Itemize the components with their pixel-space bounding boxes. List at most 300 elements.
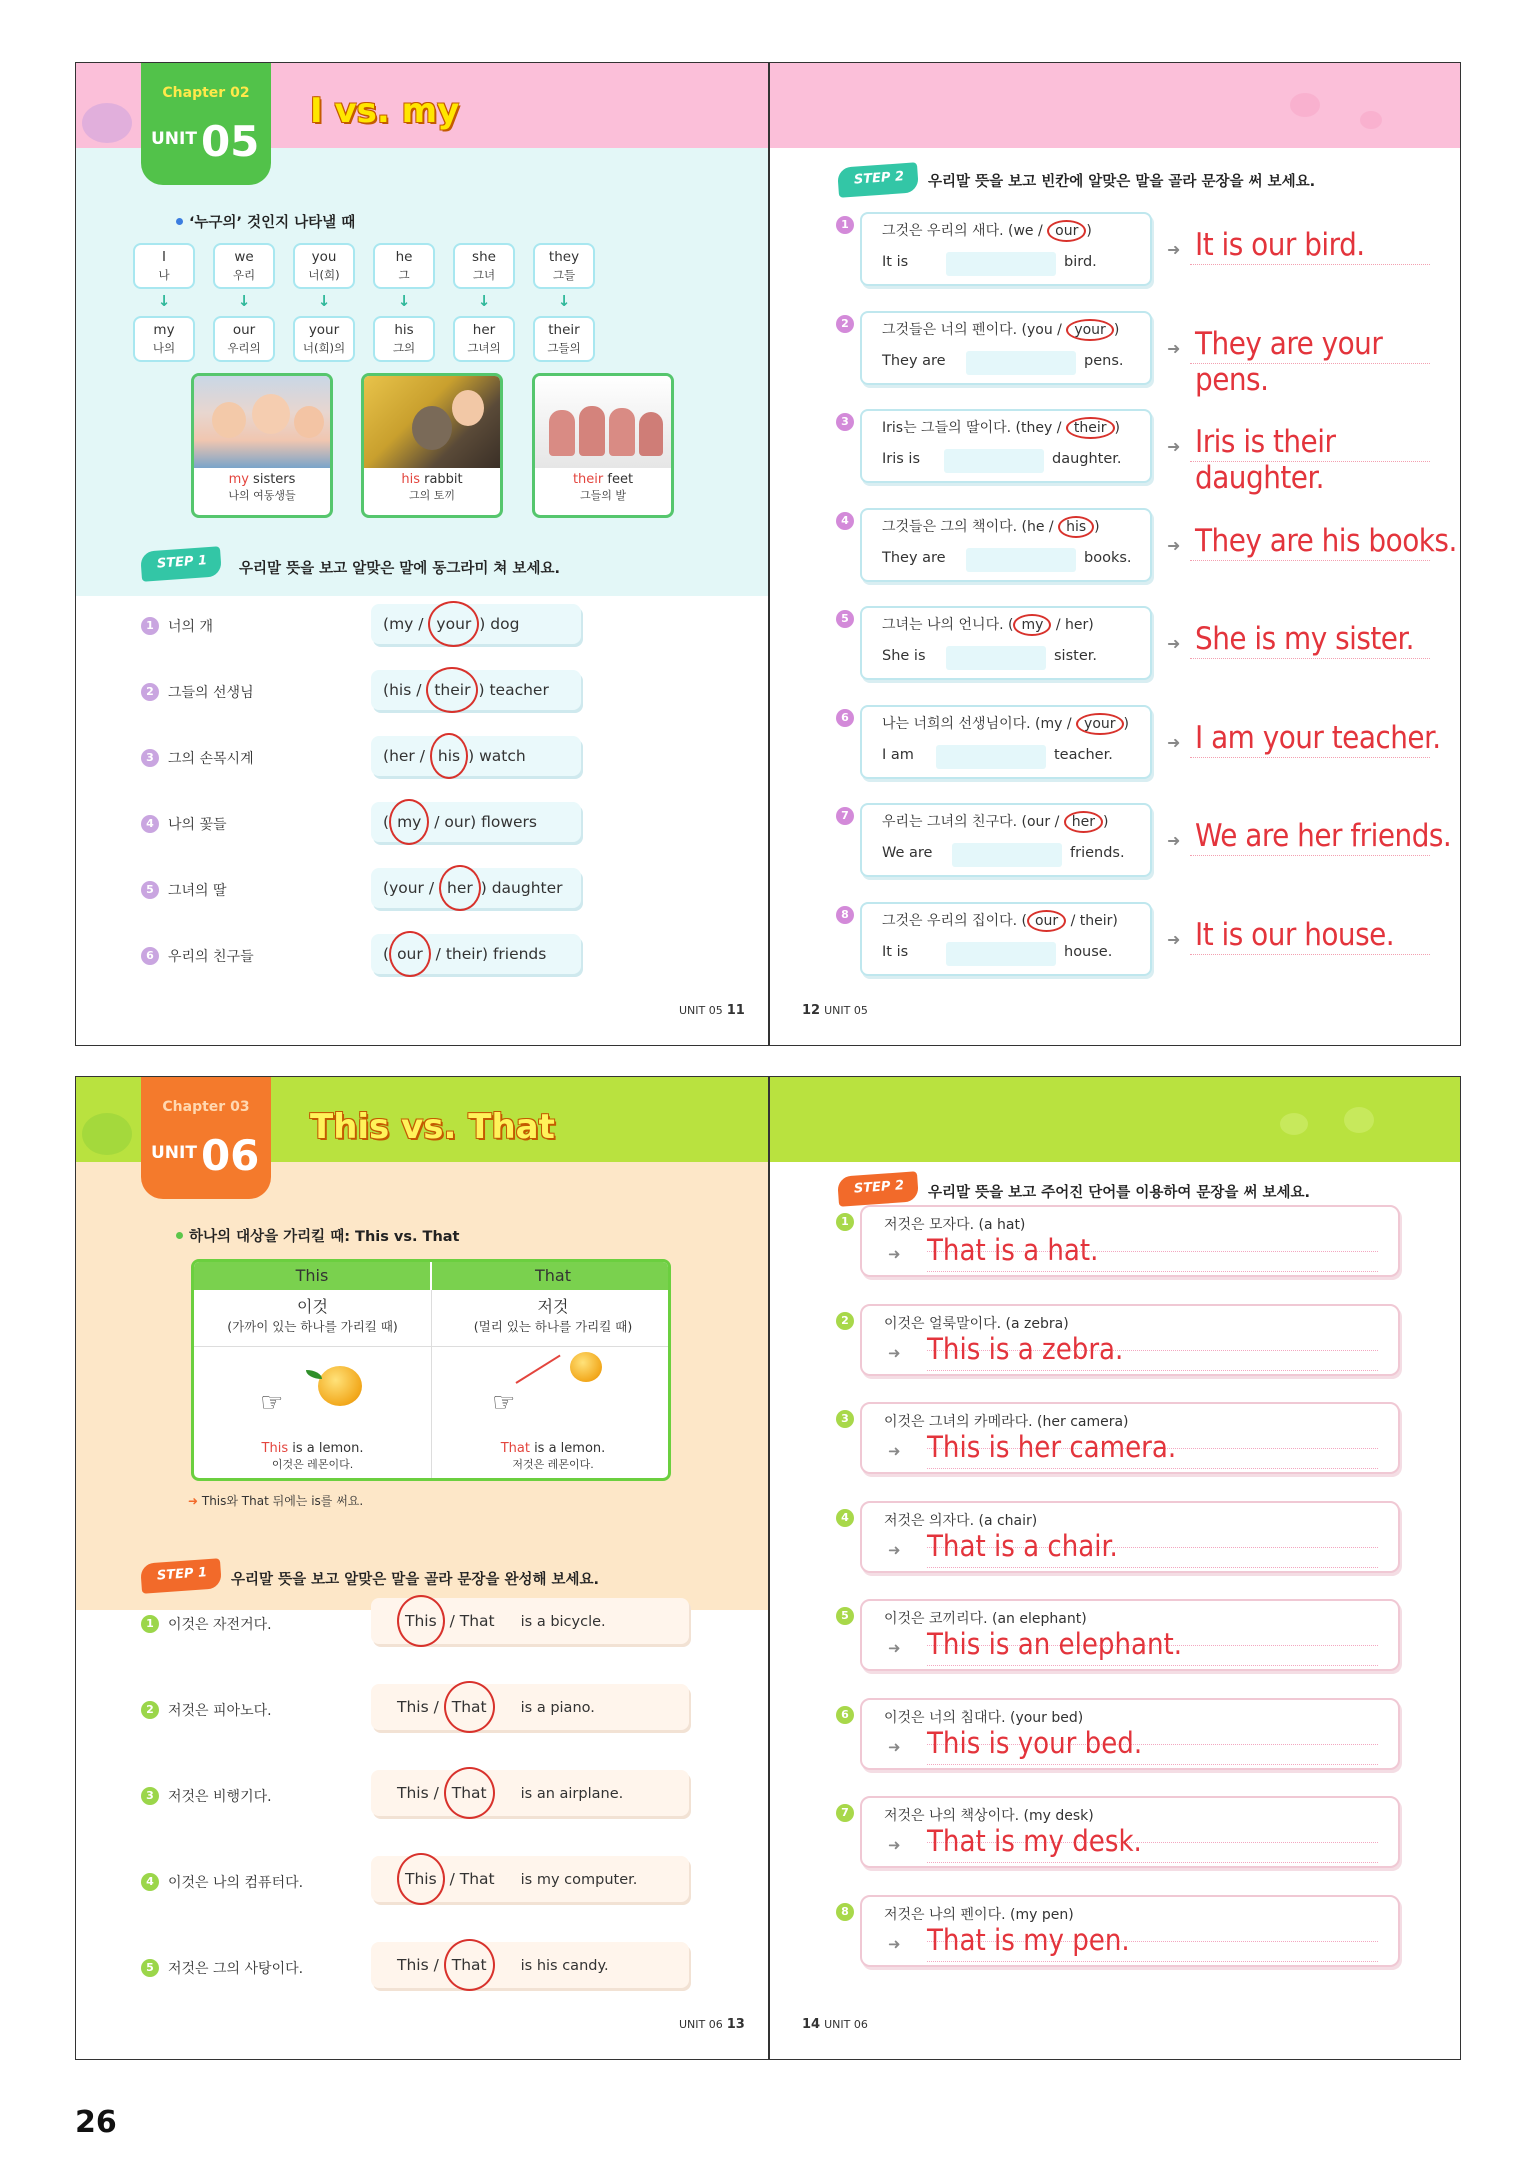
item-korean: 나의 꽃들	[168, 817, 227, 833]
writing-line	[1190, 757, 1430, 758]
unit-title: This vs. That	[310, 1107, 555, 1147]
rabbit-photo	[364, 376, 500, 468]
option-a[interactable]: your	[389, 879, 424, 897]
book-page-number: 26	[75, 2105, 117, 2140]
item-number: 4	[836, 1509, 854, 1527]
sentence-end: books.	[1084, 549, 1132, 566]
item-number: 5	[141, 881, 159, 899]
prompt-text: / their)	[1066, 912, 1118, 929]
photo-card-feet	[532, 373, 674, 518]
down-arrow-icon: ↓	[397, 292, 411, 310]
sentence-card	[860, 902, 1152, 976]
grammar-subhead: ‘누구의’ 것인지 나타낼 때	[176, 211, 355, 232]
writing-line	[927, 1961, 1378, 1962]
writing-line	[927, 1862, 1378, 1863]
option-this[interactable]: This	[397, 1956, 429, 1974]
note-arrow-icon: ➜	[188, 1494, 202, 1508]
option-a[interactable]: her	[389, 747, 415, 765]
prompt-text: )	[1103, 814, 1109, 830]
item-number: 3	[141, 749, 159, 767]
circled-answer: their	[1066, 417, 1115, 439]
item-number: 5	[836, 1607, 854, 1625]
pointer-line	[515, 1355, 560, 1384]
choice-box[interactable]: (her / his ) watch	[371, 736, 581, 776]
korean-prompt	[882, 614, 1094, 634]
answer-blank[interactable]	[966, 548, 1076, 572]
possessive-pronoun-box	[293, 316, 355, 362]
item-number: 1	[141, 617, 159, 635]
subject-pronoun-box	[293, 243, 355, 289]
handwritten-answer: I am your teacher.	[1195, 719, 1441, 756]
possessive-pronoun-box	[533, 316, 595, 362]
choice-box[interactable]: ( my / our) flowers	[371, 802, 581, 842]
prompt-text: )	[1086, 223, 1092, 239]
sentence-end: daughter.	[1052, 451, 1122, 467]
photo-card-sisters	[191, 373, 333, 518]
korean-prompt: 이것은 너의 침대다. (your bed)	[884, 1709, 1084, 1726]
item-number: 4	[141, 1873, 159, 1891]
option-b[interactable]: her	[439, 865, 481, 911]
grammar-subhead: 하나의 대상을 가리킬 때: This vs. That	[176, 1225, 460, 1246]
pronoun-kr: 그녀의	[467, 341, 501, 355]
pronoun-en: they	[548, 249, 580, 265]
pronoun-en: our	[232, 322, 256, 338]
pronoun-en: you	[311, 249, 337, 265]
writing-card	[860, 1895, 1400, 1967]
korean-prompt: 이것은 그녀의 카메라다. (her camera)	[884, 1414, 1129, 1430]
unit-title: I vs. my	[310, 91, 460, 131]
handwritten-answer: It is our house.	[1195, 916, 1395, 953]
choice-box[interactable]: This / That is my computer.	[371, 1856, 689, 1902]
arrow-icon: ➜	[888, 1540, 901, 1559]
item-korean: 저것은 피아노다.	[168, 1703, 272, 1719]
writing-card	[860, 1205, 1400, 1277]
handwritten-answer: It is our bird.	[1195, 227, 1365, 263]
option-that[interactable]: That	[444, 1767, 495, 1819]
pronoun-en: their	[548, 322, 580, 338]
sentence-start: I am	[882, 746, 914, 763]
circled-answer: my	[1013, 614, 1051, 636]
pronoun-kr: 우리	[232, 268, 256, 282]
cloud-decor	[1344, 1107, 1374, 1133]
handwritten-answer: They are your pens.	[1195, 325, 1383, 398]
korean-prompt	[882, 220, 1092, 240]
choice-box[interactable]: This / That is his candy.	[371, 1942, 689, 1988]
pronoun-kr: 나	[158, 268, 170, 282]
handwritten-answer: That is a chair.	[927, 1528, 1118, 1563]
option-this[interactable]: This	[397, 1853, 445, 1905]
page-footer: UNIT 05 11	[679, 1003, 745, 1018]
pointing-hand-icon: ☞	[260, 1388, 284, 1418]
possessive-pronoun-box	[373, 316, 435, 362]
step-instruction: 우리말 뜻을 보고 알맞은 말에 동그라미 쳐 보세요.	[239, 561, 560, 577]
korean-prompt	[882, 417, 1120, 437]
page-11	[75, 62, 769, 1046]
circled-answer: our	[1027, 910, 1066, 932]
item-korean: 이것은 자전거다.	[168, 1617, 272, 1633]
lemon-icon	[318, 1366, 362, 1406]
handwritten-answer: This is an elephant.	[927, 1627, 1183, 1661]
pronoun-en: we	[234, 249, 254, 265]
sentence-card	[860, 311, 1152, 385]
item-korean: 그녀의 딸	[168, 883, 227, 899]
chapter-tab	[141, 1077, 271, 1199]
noun: flowers	[481, 813, 538, 831]
handwritten-answer: This is your bed.	[927, 1725, 1143, 1760]
chapter-tab	[141, 63, 271, 185]
prompt-text: 우리는 그녀의 친구다. (our /	[882, 814, 1064, 830]
writing-line	[1190, 658, 1430, 659]
korean-prompt	[882, 910, 1118, 930]
writing-line	[1190, 264, 1430, 265]
sentence-rest: is a piano.	[520, 1700, 595, 1716]
arrow-icon: ➜	[888, 1737, 901, 1756]
subject-pronoun-box	[453, 243, 515, 289]
prompt-text: 그것들은 너의 펜이다. (you /	[882, 321, 1067, 338]
sisters-photo	[194, 376, 330, 468]
option-this[interactable]: This	[397, 1595, 445, 1647]
down-arrow-icon: ↓	[317, 292, 331, 310]
header-band	[770, 63, 1461, 148]
option-b[interactable]: their	[445, 945, 482, 963]
page-12	[769, 62, 1461, 1046]
handwritten-answer: She is my sister.	[1195, 621, 1414, 657]
pointing-hand-icon: ☞	[492, 1388, 516, 1418]
writing-card	[860, 1501, 1400, 1573]
option-a[interactable]: his	[389, 681, 412, 699]
pronoun-en: she	[472, 249, 496, 265]
noun: friends	[492, 945, 547, 963]
item-number: 8	[836, 1903, 854, 1921]
option-that[interactable]: That	[444, 1939, 495, 1991]
writing-line	[1190, 855, 1430, 856]
item-number: 1	[836, 1213, 854, 1231]
sentence-end: house.	[1064, 943, 1113, 960]
prompt-text: 그것들은 그의 책이다. (he /	[882, 518, 1059, 535]
item-number: 2	[141, 683, 159, 701]
writing-line	[927, 1271, 1378, 1272]
photo-card-rabbit	[361, 373, 503, 518]
item-korean: 저것은 그의 사탕이다.	[168, 1961, 304, 1977]
sentence-rest: is his candy.	[520, 1958, 609, 1974]
sentence-rest: is my computer.	[520, 1872, 638, 1888]
cloud-decor	[1290, 93, 1320, 117]
item-number: 5	[836, 610, 854, 628]
sentence-card	[860, 803, 1152, 877]
item-number: 3	[836, 413, 854, 431]
possessive-pronoun-box	[453, 316, 515, 362]
feet-photo	[535, 376, 671, 468]
pronoun-en: your	[308, 322, 340, 338]
noun: watch	[479, 747, 526, 765]
answer-blank[interactable]	[946, 646, 1046, 670]
writing-card	[860, 1698, 1400, 1770]
step-badge: STEP 1	[140, 546, 222, 582]
item-number: 4	[141, 815, 159, 833]
answer-blank[interactable]	[966, 351, 1076, 375]
sentence-start: They are	[882, 549, 946, 566]
grammar-note: ➜ This와 That 뒤에는 is를 써요.	[188, 1494, 364, 1508]
korean-prompt: 저것은 의자다. (a chair)	[884, 1512, 1038, 1529]
arrow-icon: ➜	[888, 1836, 901, 1854]
arrow-icon: ➜	[1167, 338, 1181, 358]
prompt-text: )	[1113, 321, 1120, 338]
noun: daughter	[491, 879, 563, 897]
handwritten-answer: That is a hat.	[927, 1233, 1099, 1267]
choice-box[interactable]: This / That is a piano.	[371, 1684, 689, 1730]
leaf-icon	[306, 1370, 322, 1379]
writing-card	[860, 1796, 1400, 1868]
option-that[interactable]: That	[459, 1870, 495, 1888]
down-arrow-icon: ↓	[237, 292, 251, 310]
item-korean: 그의 손목시계	[168, 751, 254, 767]
prompt-text: 그녀는 나의 언니다. (	[882, 617, 1014, 633]
lemon-icon	[570, 1352, 602, 1382]
photo-caption: my sisters 나의 여동생들	[228, 472, 296, 502]
pronoun-kr: 그들의	[547, 341, 581, 355]
option-a[interactable]: my	[389, 799, 429, 845]
pronoun-kr: 그들	[552, 268, 576, 282]
step-instruction: 우리말 뜻을 보고 주어진 단어를 이용하여 문장을 써 보세요.	[928, 1185, 1311, 1201]
cloud-decor	[82, 103, 132, 143]
option-b[interactable]: our	[444, 813, 471, 831]
answer-blank[interactable]	[944, 449, 1044, 473]
choice-box[interactable]: (my / your ) dog	[371, 604, 581, 644]
item-number: 2	[836, 315, 854, 333]
chapter-label: Chapter 03	[162, 1099, 250, 1115]
circled-answer: your	[1066, 319, 1113, 341]
item-number: 2	[836, 1312, 854, 1330]
handwritten-answer: This is a zebra.	[927, 1331, 1124, 1366]
sentence-start: It is	[882, 254, 909, 270]
item-korean: 이것은 나의 컴퓨터다.	[168, 1875, 304, 1891]
writing-line	[1190, 954, 1430, 955]
writing-card	[860, 1402, 1400, 1474]
prompt-text: )	[1094, 518, 1100, 535]
option-that[interactable]: That	[459, 1612, 495, 1630]
pronoun-kr: 나의	[152, 341, 176, 355]
pronoun-kr: 그	[398, 268, 410, 282]
arrow-icon: ➜	[888, 1245, 901, 1263]
korean-prompt	[882, 713, 1129, 733]
item-number: 8	[836, 906, 854, 924]
handwritten-answer: That is my desk.	[927, 1824, 1142, 1858]
sentence-rest: is an airplane.	[520, 1786, 624, 1802]
choice-box[interactable]: This / That is an airplane.	[371, 1770, 689, 1816]
item-number: 7	[836, 1804, 854, 1822]
arrow-icon: ➜	[1167, 437, 1181, 456]
step-instruction: 우리말 뜻을 보고 빈칸에 알맞은 말을 골라 문장을 써 보세요.	[928, 174, 1316, 190]
pronoun-en: he	[395, 249, 413, 265]
sentence-end: sister.	[1054, 648, 1097, 664]
sentence-card	[860, 409, 1152, 483]
sentence-end: friends.	[1070, 845, 1125, 861]
choice-box[interactable]: This / That is a bicycle.	[371, 1598, 689, 1644]
sentence-start: It is	[882, 943, 909, 960]
answer-blank[interactable]	[952, 843, 1062, 867]
item-number: 1	[836, 216, 854, 234]
pronoun-kr: 너(희)의	[302, 341, 346, 355]
down-arrow-icon: ↓	[557, 292, 571, 310]
writing-line	[927, 1370, 1378, 1371]
arrow-icon: ➜	[1167, 732, 1181, 752]
prompt-text: 나는 너희의 선생님이다. (my /	[882, 715, 1077, 732]
choice-box[interactable]: (his / their ) teacher	[371, 670, 581, 710]
item-number: 6	[141, 947, 159, 965]
subject-pronoun-box	[133, 243, 195, 289]
writing-line	[927, 1665, 1378, 1666]
handwritten-answer: That is my pen.	[927, 1922, 1130, 1957]
answer-blank[interactable]	[946, 252, 1056, 276]
step-badge: STEP 2	[837, 1171, 919, 1207]
sentence-start: Iris is	[882, 451, 921, 467]
choice-box[interactable]: ( our / their) friends	[371, 934, 581, 974]
option-b[interactable]: their	[426, 667, 478, 713]
writing-line	[927, 1567, 1378, 1568]
item-number: 6	[836, 709, 854, 727]
down-arrow-icon: ↓	[157, 292, 171, 310]
item-korean: 너의 개	[168, 619, 214, 635]
writing-card	[860, 1304, 1400, 1376]
korean-prompt: 이것은 얼룩말이다. (a zebra)	[884, 1315, 1069, 1332]
photo-caption: his rabbit 그의 토끼	[401, 472, 463, 502]
noun: dog	[490, 615, 520, 633]
pronoun-kr: 우리의	[227, 341, 261, 355]
item-number: 2	[141, 1701, 159, 1719]
korean-prompt	[882, 319, 1119, 339]
pronoun-en: my	[153, 322, 175, 338]
option-b[interactable]: your	[428, 601, 479, 647]
arrow-icon: ➜	[1167, 240, 1181, 259]
prompt-text: )	[1114, 420, 1120, 436]
this-that-table	[191, 1259, 671, 1481]
item-number: 7	[836, 807, 854, 825]
option-this[interactable]: This	[397, 1698, 429, 1716]
writing-line	[927, 1468, 1378, 1469]
item-number: 5	[141, 1959, 159, 1977]
sentence-end: bird.	[1064, 254, 1097, 270]
step-instruction: 우리말 뜻을 보고 알맞은 말을 골라 문장을 완성해 보세요.	[231, 1572, 600, 1588]
page-13	[75, 1076, 769, 2060]
possessive-pronoun-box	[213, 316, 275, 362]
writing-line	[1190, 560, 1430, 561]
sentence-start: We are	[882, 845, 933, 861]
item-number: 6	[836, 1706, 854, 1724]
step-badge: STEP 2	[837, 162, 919, 198]
circled-answer: your	[1076, 713, 1123, 735]
photo-caption: their feet 그들의 발	[572, 472, 634, 502]
chapter-label: Chapter 02	[162, 85, 250, 101]
that-column: 저것 (멀리 있는 하나를 가리킬 때) ☞ That is a lemon. 저것은 레몬이다.	[432, 1290, 671, 1478]
arrow-icon: ➜	[888, 1639, 901, 1657]
pronoun-en: his	[394, 322, 414, 338]
unit-number: UNIT05	[151, 117, 260, 166]
that-header: That	[432, 1262, 671, 1290]
sentence-end: teacher.	[1054, 746, 1113, 763]
korean-prompt	[882, 811, 1109, 831]
korean-prompt: 이것은 코끼리다. (an elephant)	[884, 1611, 1087, 1627]
option-a[interactable]: my	[389, 615, 414, 633]
page-14	[769, 1076, 1461, 2060]
prompt-text: )	[1123, 715, 1129, 732]
arrow-icon: ➜	[888, 1442, 901, 1460]
option-that[interactable]: That	[444, 1681, 495, 1733]
pronoun-kr: 그녀	[472, 268, 496, 282]
answer-blank[interactable]	[936, 745, 1046, 769]
prompt-text: / her)	[1051, 617, 1094, 633]
sentence-card	[860, 705, 1152, 779]
writing-line	[927, 1764, 1378, 1765]
prompt-text: 그것은 우리의 집이다. (	[882, 912, 1027, 929]
pronoun-en: I	[162, 249, 166, 265]
arrow-icon: ➜	[1167, 929, 1181, 949]
korean-prompt: 저것은 모자다. (a hat)	[884, 1217, 1026, 1233]
this-header: This	[194, 1262, 432, 1290]
circled-answer: our	[1047, 220, 1086, 242]
sentence-card	[860, 212, 1152, 286]
pronoun-kr: 너(희)	[308, 268, 340, 282]
choice-box[interactable]: (your / her ) daughter	[371, 868, 581, 908]
answer-blank[interactable]	[946, 942, 1056, 966]
step-badge: STEP 1	[140, 1558, 222, 1594]
item-number: 3	[141, 1787, 159, 1805]
unit-number: UNIT06	[151, 1131, 260, 1180]
item-number: 3	[836, 1410, 854, 1428]
sentence-card	[860, 606, 1152, 680]
handwritten-answer: Iris is their daughter.	[1195, 424, 1336, 496]
arrow-icon: ➜	[1167, 535, 1181, 555]
cloud-decor	[1280, 1113, 1308, 1135]
down-arrow-icon: ↓	[477, 292, 491, 310]
sentence-start: They are	[882, 352, 946, 369]
writing-card	[860, 1599, 1400, 1671]
subject-pronoun-box	[213, 243, 275, 289]
option-this[interactable]: This	[397, 1784, 429, 1802]
handwritten-answer: This is her camera.	[927, 1430, 1177, 1464]
subject-pronoun-box	[373, 243, 435, 289]
korean-prompt: 저것은 나의 펜이다. (my pen)	[884, 1906, 1074, 1923]
item-korean: 저것은 비행기다.	[168, 1789, 272, 1805]
possessive-pronoun-box	[133, 316, 195, 362]
sentence-rest: is a bicycle.	[520, 1614, 606, 1630]
item-korean: 그들의 선생님	[168, 685, 254, 701]
circled-answer: his	[1058, 516, 1094, 538]
handwritten-answer: We are her friends.	[1195, 818, 1452, 854]
arrow-icon: ➜	[1167, 634, 1181, 653]
sentence-start: She is	[882, 648, 926, 664]
option-a[interactable]: our	[389, 931, 431, 977]
pronoun-kr: 그의	[392, 341, 416, 355]
pronoun-en: her	[472, 322, 496, 338]
page-footer: UNIT 06 13	[679, 2017, 745, 2032]
arrow-icon: ➜	[1167, 831, 1181, 850]
handwritten-answer: They are his books.	[1195, 522, 1457, 559]
subject-pronoun-box	[533, 243, 595, 289]
circled-answer: her	[1064, 811, 1103, 833]
item-number: 4	[836, 512, 854, 530]
arrow-icon: ➜	[888, 1934, 901, 1953]
prompt-text: 그것은 우리의 새다. (we /	[882, 223, 1048, 239]
cloud-decor	[1360, 111, 1382, 129]
this-column: 이것 (가까이 있는 하나를 가리킬 때) ☞ This is a lemon. 이것은 레몬이다.	[194, 1290, 432, 1478]
page-footer: 14 UNIT 06	[802, 2017, 868, 2032]
option-b[interactable]: his	[430, 733, 468, 779]
korean-prompt	[882, 516, 1100, 536]
arrow-icon: ➜	[888, 1343, 901, 1362]
prompt-text: Iris는 그들의 딸이다. (they /	[882, 420, 1066, 436]
sentence-card	[860, 508, 1152, 582]
cloud-decor	[82, 1113, 132, 1155]
